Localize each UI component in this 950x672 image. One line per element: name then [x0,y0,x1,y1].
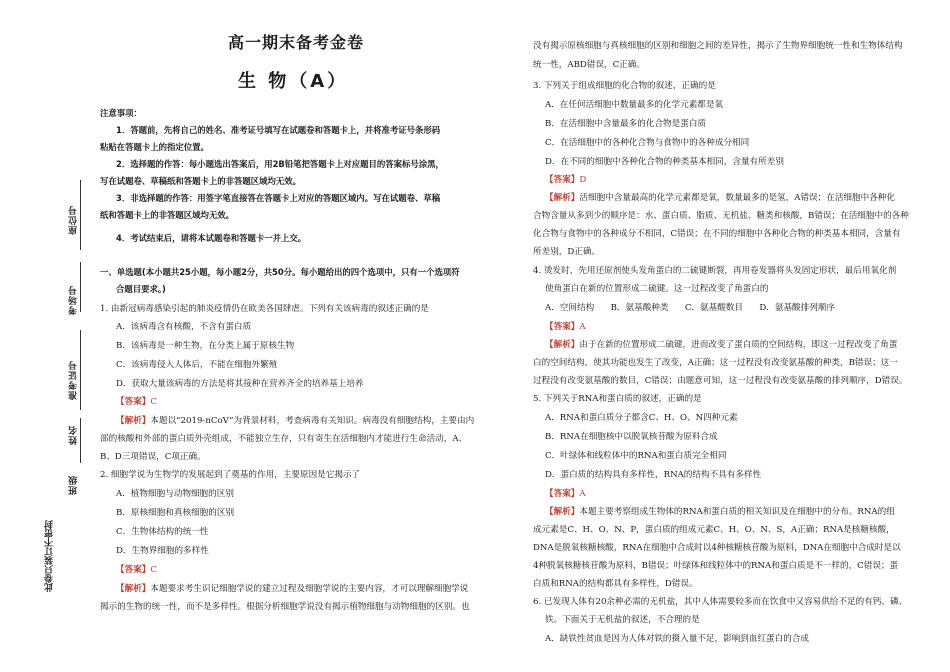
question-3-option: B．在活细胞中含量最多的化合物是蛋白质 [545,119,707,129]
admission-number-label: 准考证号 [69,360,79,400]
seat-number-line [80,180,81,250]
question-1-option: D．获取大量该病毒的方法是将其接种在营养齐全的培养基上培养 [116,379,364,389]
question-2-explanation-cont: 统一性，ABD错误，C正确。 [533,60,645,70]
question-4-options: A．空间结构 B．氨基酸种类 C．氨基酸数目 D．氨基酸排列顺序 [545,303,836,313]
question-4-explanation: 白的空间结构，使其功能也发生了改变，A正确；这一过程没有改变氨基酸的种类，B错误；这一 [533,358,898,368]
question-2-answer: 【答案】C [116,565,157,575]
question-4-stem: 使角蛋白在新的位置形成二硫键。这一过程改变了角蛋白的 [545,284,769,294]
question-1-option: C．该病毒侵入人体后，不能在细胞外繁殖 [116,360,278,370]
notice-line: 纸和答题卡上的非答题区域均无效。 [100,210,234,220]
question-2-explanation: 【解析】本题要求考生识记细胞学说的建立过程及细胞学说的主要内容，才可以理解细胞学说 [116,584,469,594]
question-5-explanation: 成元素是C、H、O、N、P，蛋白质的组成元素C、H、O、N、S，A正确；RNA是核糖核酸， [533,525,895,535]
question-5-option: A．RNA和蛋白质分子都含C、H、O、N四种元素 [545,413,738,423]
notice-line: 写在试题卷、草稿纸和答题卡上的非答题区域均无效。 [100,176,301,186]
question-2-explanation: 揭示的生物的统一性，而不是多样性。根据分析细胞学说没有揭示植物细胞与动物细胞的区别。也 [100,602,470,612]
exam-room-label: 考场号 [69,285,79,315]
question-5-option: B．RNA在细胞核中以脱氧核苷酸为原料合成 [545,432,718,442]
question-5-explanation: 【解析】本题主要考察组成生物体的RNA和蛋白质的相关知识及在细胞中的分布。RNA的组 [545,507,895,517]
section-heading: 合题目要求。) [116,284,166,294]
class-label: 班级 [69,475,79,495]
question-6-option: A．缺铁性贫血是因为人体对铁的摄入量不足，影响到血红蛋白的合成 [545,634,810,644]
question-5-option: C．叶绿体和线粒体中的RNA和蛋白质完全相同 [545,451,727,461]
question-6-stem: 铁。下面关于无机盐的叙述，不合理的是 [545,615,700,625]
question-5-answer: 【答案】A [545,489,586,499]
question-3-explanation: 合物含量从多到少的顺序是：水、蛋白质、脂质、无机盐、糖类和核酸，B错误；在活细胞中的各种 [533,211,909,221]
question-5-option: D．蛋白质的结构具有多样性，RNA的结构不具有多样性 [545,470,762,480]
question-5-stem: 5. 下列关于RNA和蛋白质的叙述，正确的是 [533,394,702,404]
question-1-stem: 1. 由新冠病毒感染引起的肺炎疫情仍在欧美各国肆虐。下列有关该病毒的叙述正确的是 [100,304,429,314]
question-4-stem: 4. 烫发时，先用还原剂使头发角蛋白的二硫键断裂，再用卷发器将头发固定形状，最后用氧化剂 [533,266,897,276]
notice-line: 3．非选择题的作答：用签字笔直接答在答题卡上对应的答题区域内。写在试题卷、草稿 [116,193,441,203]
question-3-explanation: 【解析】活细胞中含量最高的化学元素都是氧，数量最多的是氢，A错误；在活细胞中各种化 [545,193,895,203]
question-2-option: C．生物体结构的统一性 [116,527,209,537]
question-4-explanation: 过程没有改变氨基酸的数目，C错误；由题意可知，这一过程没有改变氨基酸的排列顺序，D错误。 [533,376,908,386]
question-3-option: A．在任何活细胞中数量最多的化学元素都是氧 [545,100,724,110]
question-1-explanation: 【解析】本题以“2019-nCoV”为背景材料，考查病毒有关知识。病毒没有细胞结构，主要由内 [116,416,475,426]
seal-notice: 此卷只装订不密封 [45,520,55,592]
question-3-option: C．在活细胞中的各种化合物与食物中的各种成分相同 [545,138,750,148]
question-2-explanation-cont: 没有揭示原核细胞与真核细胞的区别和细胞之间的差异性，揭示了生物界细胞统一性和生物体结构 [533,41,903,51]
question-1-option: B．该病毒是一种生物，在分类上属于原核生物 [116,341,295,351]
question-1-explanation: 部的核酸和外部的蛋白质外壳组成，不能独立生存，只有寄生在活细胞内才能进行生命活动，A、 [100,434,468,444]
notice-line: 粘贴在答题卡上的指定位置。 [100,142,209,152]
question-4-answer: 【答案】A [545,322,586,332]
question-5-explanation: DNA是脱氧核糖核酸，RNA在细胞中合成时以4种核糖核苷酸为原料，DNA在细胞中合成时是以 [533,543,901,553]
question-2-option: B．原核细胞和真核细胞的区别 [116,508,235,518]
binding-margin [0,0,100,672]
question-6-stem: 6. 已发现人体有20余种必需的无机盐，其中人体需要较多而在饮食中又容易供给不足的有钙、磷、 [533,597,908,607]
notice-line: 2．选择题的作答：每小题选出答案后，用2B铅笔把答题卡上对应题目的答案标号涂黑， [116,159,444,169]
question-4-explanation: 【解析】由于在新的位置形成二硫键，进而改变了蛋白质的空间结构，即这一过程改变了角蛋 [545,340,898,350]
exam-subtitle: 生 物（A） [238,71,349,92]
question-1-explanation: B、D三项错误，C项正确。 [100,452,206,462]
question-1-answer: 【答案】C [116,397,157,407]
question-5-explanation: 白质和RNA的结构都具有多样性，D错误。 [533,579,698,589]
question-1-option: A．该病毒含有核酸，不含有蛋白质 [116,322,252,332]
question-3-explanation: 所差别，D正确。 [533,247,601,257]
name-line [80,418,81,463]
exam-title: 高一期末备考金卷 [228,33,365,52]
question-2-stem: 2. 细胞学说为生物学的发展起到了奠基的作用，主要原因是它揭示了 [100,470,361,480]
question-5-explanation: 4种脱氧核糖核苷酸为原料，B错误；叶绿体和线粒体中的RNA和蛋白质是不一样的，C错误；蛋 [533,561,899,571]
question-3-explanation: 化合物与食物中的各种成分不相同，C错误；在不同的细胞中各种化合物的种类基本相同，含量有 [533,229,901,239]
notice-heading: 注意事项： [100,108,142,118]
seat-number-label: 座位号 [69,205,79,235]
admission-number-line [80,330,81,410]
question-3-answer: 【答案】D [545,175,587,185]
name-label: 姓名 [69,425,79,445]
exam-room-line [80,262,81,312]
notice-line: 1．答题前，先将自己的姓名、准考证号填写在试题卷和答题卡上，并将准考证号条形码 [116,125,441,135]
question-2-option: D．生物界细胞的多样性 [116,546,209,556]
question-2-option: A．植物细胞与动物细胞的区别 [116,489,234,499]
question-3-option: D．在不同的细胞中各种化合物的种类基本相同，含量有所差别 [545,157,784,167]
question-3-stem: 3. 下列关于组成细胞的化合物的叙述，正确的是 [533,81,716,91]
notice-line: 4．考试结束后，请将本试题卷和答题卡一并上交。 [116,233,307,243]
section-heading: 一、单选题(本小题共25小题，每小题2分，共50分。每小题给出的四个选项中，只有一个选项符 [100,267,460,277]
